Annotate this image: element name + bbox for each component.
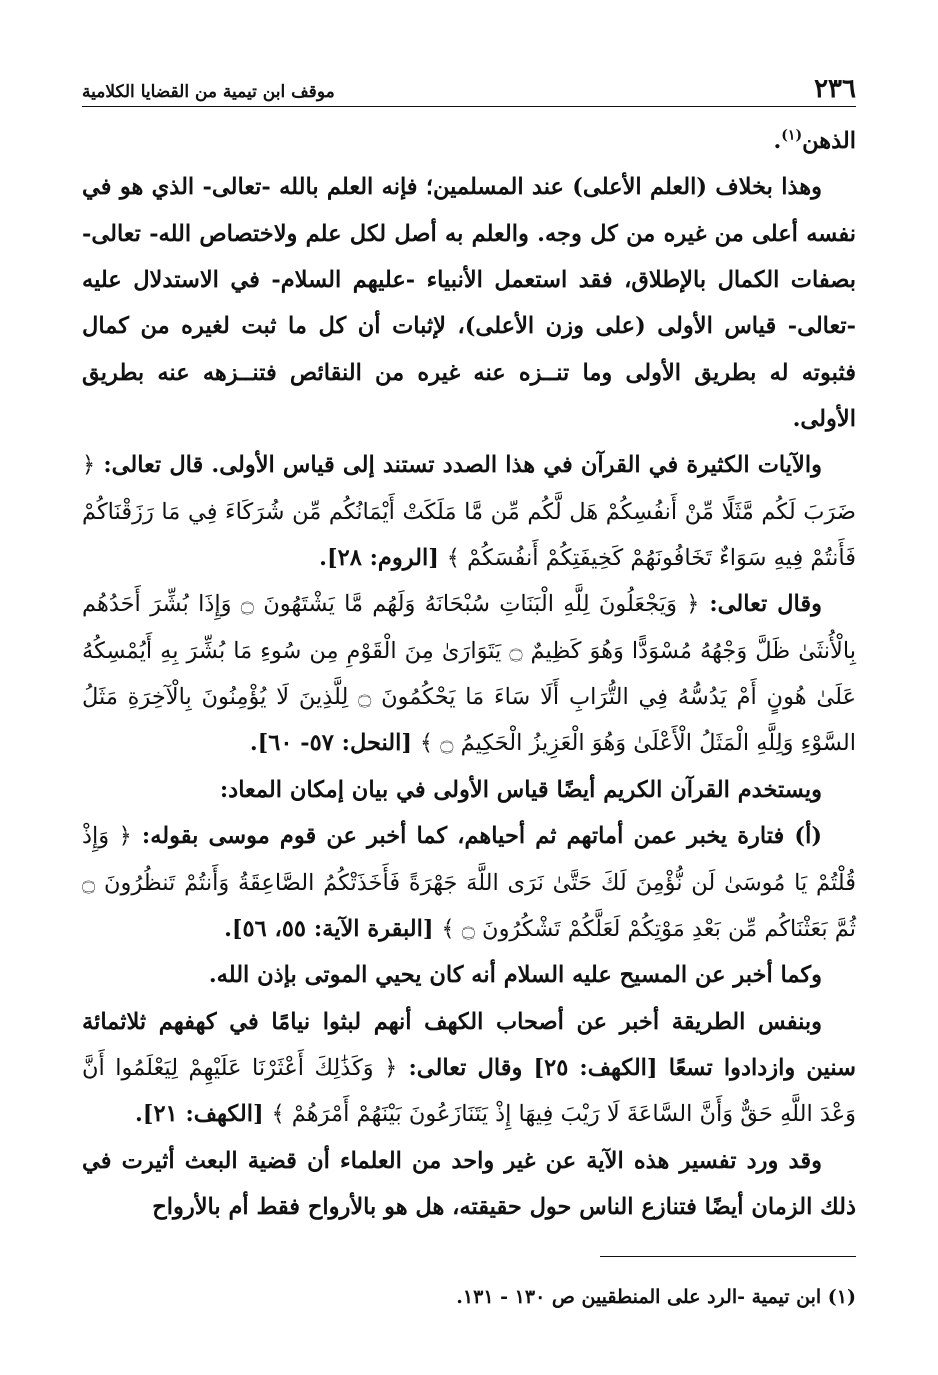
footnote-rule [600, 1256, 856, 1257]
footnote-marker: (١) [781, 127, 803, 144]
p3-ref: [الروم: ٢٨]. [319, 545, 439, 572]
quran-verse-rum: ﴿ ضَرَبَ لَكُم مَّثَلًا مِّنْ أَنفُسِكُمْ هَل لَّكُم مِّن مَّا مَلَكَتْ أَيْمَانُكُم مِّن شُرَكَاءَ فِي مَا رَزَقْنَاكُمْ فَأَنتُمْ فِيهِ سَوَاءٌ تَخَافُونَهُمْ كَخِيفَتِكُمْ أَنفُسَكُمْ ﴾ [82, 452, 856, 572]
p6-intro: (أ) فتارة يخبر عمن أماتهم ثم أحياهم، كما أخبر عن قوم موسى بقوله: [141, 823, 822, 850]
paragraph-8 [82, 999, 856, 1138]
paragraph-1 [82, 118, 856, 164]
p3-intro: والآيات الكثيرة في القرآن في هذا الصدد تستند إلى قياس الأولى. قال تعالى: [103, 452, 822, 479]
quran-verse-nahl: ﴿ وَيَجْعَلُونَ لِلَّهِ الْبَنَاتِ سُبْحَانَهُ وَلَهُم مَّا يَشْتَهُونَ ۝ وَإِذَا بُشِّرَ أَحَدُهُم بِالْأُنثَىٰ ظَلَّ وَجْهُهُ مُسْوَدًّا وَهُوَ كَظِيمٌ ۝ يَتَوَارَىٰ مِنَ الْقَوْمِ مِن سُوءِ مَا بُشِّرَ بِهِ أَيُمْسِكُهُ عَلَىٰ هُونٍ أَمْ يَدُسُّهُ فِي التُّرَابِ أَلَا سَاءَ مَا يَحْكُمُونَ ۝ لِلَّذِينَ لَا يُؤْمِنُونَ بِالْآخِرَةِ مَثَلُ السَّوْءِ وَلِلَّهِ الْمَثَلُ الْأَعْلَىٰ وَهُوَ الْعَزِيزُ الْحَكِيمُ ۝ ﴾ [82, 591, 856, 757]
paragraph-6 [82, 813, 856, 952]
quran-verse-kahf: ﴿ وَكَذَٰلِكَ أَعْثَرْنَا عَلَيْهِمْ لِيَعْلَمُوا أَنَّ وَعْدَ اللَّهِ حَقٌّ وَأَنَّ السَّاعَةَ لَا رَيْبَ فِيهَا إِذْ يَتَنَازَعُونَ بَيْنَهُمْ أَمْرَهُمْ ﴾ [82, 1054, 856, 1128]
quran-verse-baqara: ﴿ وَإِذْ قُلْتُمْ يَا مُوسَىٰ لَن نُّؤْمِنَ لَكَ حَتَّىٰ نَرَى اللَّهَ جَهْرَةً فَأَخَذَتْكُمُ الصَّاعِقَةُ وَأَنتُمْ تَنظُرُونَ ۝ ثُمَّ بَعَثْنَاكُم مِّن بَعْدِ مَوْتِكُمْ لَعَلَّكُمْ تَشْكُرُونَ ۝ ﴾ [82, 823, 856, 942]
p4-intro: وقال تعالى: [709, 591, 822, 618]
page-header [82, 66, 856, 106]
p1-end: . [773, 128, 782, 154]
paragraph-4 [82, 581, 856, 766]
paragraph-7: وكما أخبر عن المسيح عليه السلام أنه كان يحيي الموتى بإذن الله. [208, 962, 822, 989]
p6-ref: [البقرة الآية: ٥٥، ٥٦]. [224, 915, 434, 942]
paragraph-9: وقد ورد تفسير هذه الآية عن غير واحد من العلماء أن قضية البعث أثيرت في ذلك الزمان أيضًا فتنازع الناس حول حقيقته، هل هو بالأرواح فقط أم بالأرواح [82, 1147, 856, 1220]
body-text [82, 118, 856, 1230]
paragraph-5: ويستخدم القرآن الكريم أيضًا قياس الأولى في بيان إمكان المعاد: [219, 776, 822, 803]
p1-text: الذهن [802, 128, 856, 154]
p8-intro: وبنفس الطريقة أخبر عن أصحاب الكهف أنهم لبثوا نيامًا في كهفهم ثلاثمائة سنين وازدادوا تسعًا [الكهف: ٢٥] وقال تعالى: [82, 1008, 856, 1081]
footnote: (١) ابن تيمية -الرد على المنطقيين ص ١٣٠ - ١٣١. [456, 1286, 856, 1308]
paragraph-2: وهذا بخلاف (العلم الأعلى) عند المسلمين؛ فإنه العلم بالله -تعالى- الذي هو في نفسه أعلى من غيره من كل وجه. والعلم به أصل لكل علم ولاختصاص الله- تعالى- بصفات الكمال بالإطلاق، فقد استعمل الأنبياء -عليهم السلام- في الاستدلال عليه -تعالى- قياس الأولى (على وزن الأعلى)، لإثبات أن كل ما ثبت لغيره من كمال فثبوته له بطريق الأولى وما تنــزه عنه غيره من النقائص فتنــزهه عنه بطريق الأولى. [82, 174, 856, 433]
header-rule [82, 106, 856, 107]
paragraph-3 [82, 442, 856, 581]
running-title: موقف ابن تيمية من القضايا الكلامية [82, 82, 335, 102]
p4-ref: [النحل: ٥٧- ٦٠]. [249, 730, 413, 757]
p8-ref: [الكهف: ٢١]. [134, 1101, 264, 1128]
page-number: ٢٣٦ [814, 74, 856, 104]
